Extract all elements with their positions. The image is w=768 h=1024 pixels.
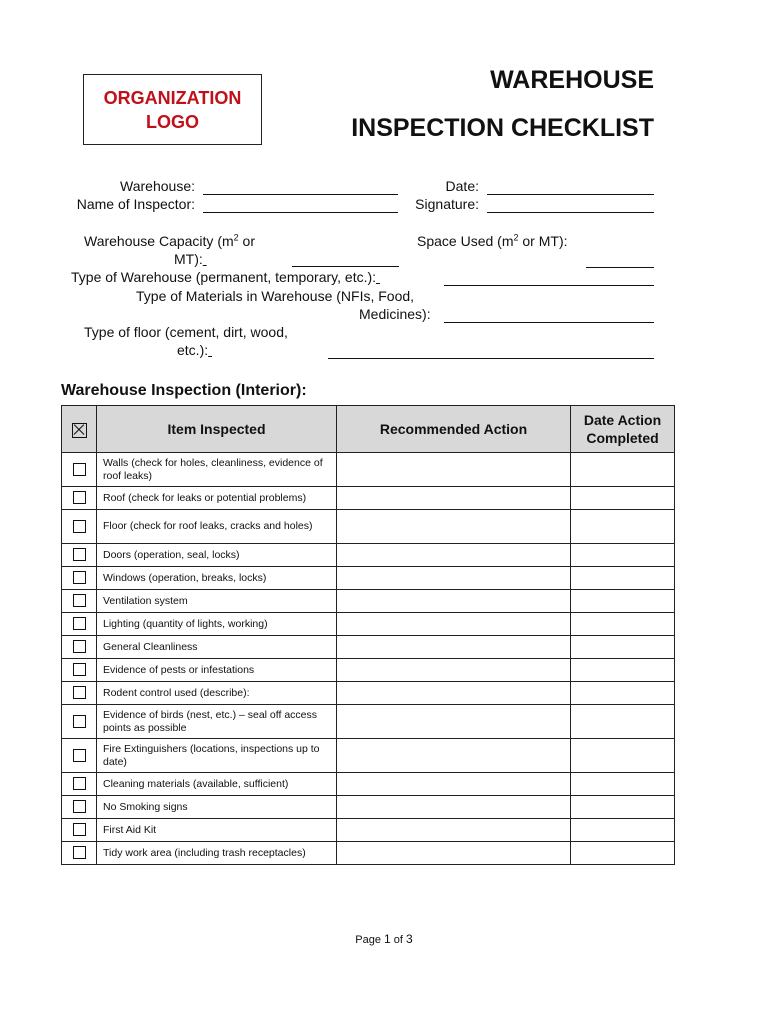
table-row xyxy=(62,796,675,819)
materials-field[interactable] xyxy=(444,322,654,323)
space-used-label: Space Used ($m^2$ or MT): xyxy=(417,232,568,249)
warehouse-field[interactable] xyxy=(203,194,398,195)
table-row xyxy=(62,819,675,842)
date-field[interactable] xyxy=(487,194,654,195)
recommended-action-cell[interactable] xyxy=(337,453,571,487)
page-title-line-2: INSPECTION CHECKLIST xyxy=(351,114,654,142)
capacity-label-cont: MT): xyxy=(174,251,203,267)
floor-field[interactable] xyxy=(328,358,654,359)
table-row xyxy=(62,453,675,487)
space-used-field[interactable] xyxy=(586,267,654,268)
checkbox-cell xyxy=(62,682,97,705)
checkbox-cell xyxy=(62,487,97,510)
recommended-action-cell[interactable] xyxy=(337,567,571,590)
table-header-row xyxy=(62,406,675,453)
header-item-inspected: Item Inspected xyxy=(97,406,337,453)
table-row xyxy=(62,487,675,510)
type-warehouse-label: Type of Warehouse (permanent, temporary, etc.): xyxy=(71,269,377,285)
inspector-label: Name of Inspector: xyxy=(76,196,195,212)
recommended-action-cell[interactable] xyxy=(337,613,571,636)
header-recommended-action: Recommended Action xyxy=(337,406,571,453)
item-inspected-cell: Doors (operation, seal, locks) xyxy=(97,544,337,567)
signature-label: Signature: xyxy=(415,196,479,212)
floor-label: Type of floor (cement, dirt, wood, xyxy=(84,324,288,340)
logo-line-2: LOGO xyxy=(146,111,199,132)
date-completed-cell[interactable] xyxy=(571,659,675,682)
row-checkbox[interactable] xyxy=(73,594,86,607)
date-completed-cell[interactable] xyxy=(571,590,675,613)
item-inspected-cell: Evidence of birds (nest, etc.) – seal off access points as possible xyxy=(97,705,337,739)
page-title-line-1: WAREHOUSE xyxy=(490,66,654,94)
checkbox-cell xyxy=(62,842,97,865)
recommended-action-cell[interactable] xyxy=(337,739,571,773)
recommended-action-cell[interactable] xyxy=(337,544,571,567)
logo-line-1: ORGANIZATION xyxy=(103,87,242,108)
section-title: Warehouse Inspection (Interior): xyxy=(61,382,307,399)
item-inspected-cell: Fire Extinguishers (locations, inspections up to date) xyxy=(97,739,337,773)
date-completed-cell[interactable] xyxy=(571,819,675,842)
row-checkbox[interactable] xyxy=(73,846,86,859)
row-checkbox[interactable] xyxy=(73,686,86,699)
materials-label-cont: Medicines): xyxy=(359,306,431,322)
checkbox-cell xyxy=(62,636,97,659)
recommended-action-cell[interactable] xyxy=(337,590,571,613)
table-row xyxy=(62,659,675,682)
date-label: Date: xyxy=(445,178,479,194)
row-checkbox[interactable] xyxy=(73,800,86,813)
date-completed-cell[interactable] xyxy=(571,682,675,705)
table-row xyxy=(62,510,675,544)
recommended-action-cell[interactable] xyxy=(337,510,571,544)
checked-box-icon xyxy=(72,423,87,438)
floor-label-cont: etc.): xyxy=(177,342,209,358)
recommended-action-cell[interactable] xyxy=(337,682,571,705)
warehouse-label: Warehouse: xyxy=(120,178,195,194)
inspector-field[interactable] xyxy=(203,212,398,213)
checkbox-cell xyxy=(62,510,97,544)
row-checkbox[interactable] xyxy=(73,777,86,790)
item-inspected-cell: First Aid Kit xyxy=(97,819,337,842)
recommended-action-cell[interactable] xyxy=(337,636,571,659)
header-date-completed: Date Action Completed xyxy=(571,406,675,453)
row-checkbox[interactable] xyxy=(73,640,86,653)
checkbox-cell xyxy=(62,773,97,796)
checkbox-cell xyxy=(62,590,97,613)
item-inspected-cell: Walls (check for holes, cleanliness, evidence of roof leaks) xyxy=(97,453,337,487)
date-completed-cell[interactable] xyxy=(571,567,675,590)
date-completed-cell[interactable] xyxy=(571,739,675,773)
table-row xyxy=(62,544,675,567)
type-warehouse-field[interactable] xyxy=(444,285,654,286)
capacity-label: Warehouse Capacity ($m^2$ or xyxy=(84,232,256,249)
date-completed-cell[interactable] xyxy=(571,613,675,636)
checkbox-cell xyxy=(62,659,97,682)
recommended-action-cell[interactable] xyxy=(337,705,571,739)
recommended-action-cell[interactable] xyxy=(337,773,571,796)
date-completed-cell[interactable] xyxy=(571,487,675,510)
checkbox-cell xyxy=(62,819,97,842)
inspection-checklist-table xyxy=(61,405,675,865)
recommended-action-cell[interactable] xyxy=(337,819,571,842)
item-inspected-cell: General Cleanliness xyxy=(97,636,337,659)
item-inspected-cell: Cleaning materials (available, sufficient) xyxy=(97,773,337,796)
row-checkbox[interactable] xyxy=(73,571,86,584)
header-check-column xyxy=(62,406,97,453)
table-row xyxy=(62,739,675,773)
checkbox-cell xyxy=(62,739,97,773)
item-inspected-cell: Ventilation system xyxy=(97,590,337,613)
date-completed-cell[interactable] xyxy=(571,796,675,819)
item-inspected-cell: Roof (check for leaks or potential problems) xyxy=(97,487,337,510)
recommended-action-cell[interactable] xyxy=(337,796,571,819)
row-checkbox[interactable] xyxy=(73,520,86,533)
item-inspected-cell: Evidence of pests or infestations xyxy=(97,659,337,682)
organization-logo xyxy=(83,74,262,145)
checkbox-cell xyxy=(62,796,97,819)
date-completed-cell[interactable] xyxy=(571,705,675,739)
signature-field[interactable] xyxy=(487,212,654,213)
row-checkbox[interactable] xyxy=(73,491,86,504)
table-row xyxy=(62,636,675,659)
date-completed-cell[interactable] xyxy=(571,773,675,796)
row-checkbox[interactable] xyxy=(73,823,86,836)
table-row xyxy=(62,567,675,590)
item-inspected-cell: No Smoking signs xyxy=(97,796,337,819)
recommended-action-cell[interactable] xyxy=(337,659,571,682)
checkbox-cell xyxy=(62,705,97,739)
row-checkbox[interactable] xyxy=(73,548,86,561)
table-row xyxy=(62,682,675,705)
table-row xyxy=(62,613,675,636)
row-checkbox[interactable] xyxy=(73,617,86,630)
date-completed-cell[interactable] xyxy=(571,842,675,865)
date-completed-cell[interactable] xyxy=(571,544,675,567)
date-completed-cell[interactable] xyxy=(571,636,675,659)
row-checkbox[interactable] xyxy=(73,749,86,762)
checkbox-cell xyxy=(62,567,97,590)
row-checkbox[interactable] xyxy=(73,715,86,728)
table-row xyxy=(62,773,675,796)
capacity-field[interactable] xyxy=(292,266,399,267)
item-inspected-cell: Tidy work area (including trash receptacles) xyxy=(97,842,337,865)
row-checkbox[interactable] xyxy=(73,663,86,676)
recommended-action-cell[interactable] xyxy=(337,487,571,510)
date-completed-cell[interactable] xyxy=(571,453,675,487)
page-number: Page 1 of 3 xyxy=(355,932,413,946)
checkbox-cell xyxy=(62,613,97,636)
recommended-action-cell[interactable] xyxy=(337,842,571,865)
row-checkbox[interactable] xyxy=(73,463,86,476)
item-inspected-cell: Windows (operation, breaks, locks) xyxy=(97,567,337,590)
item-inspected-cell: Rodent control used (describe): xyxy=(97,682,337,705)
item-inspected-cell: Lighting (quantity of lights, working) xyxy=(97,613,337,636)
table-row xyxy=(62,705,675,739)
date-completed-cell[interactable] xyxy=(571,510,675,544)
item-inspected-cell: Floor (check for roof leaks, cracks and holes) xyxy=(97,510,337,544)
table-row xyxy=(62,842,675,865)
checkbox-cell xyxy=(62,453,97,487)
table-row xyxy=(62,590,675,613)
materials-label: Type of Materials in Warehouse (NFIs, Food, xyxy=(136,288,415,304)
checkbox-cell xyxy=(62,544,97,567)
